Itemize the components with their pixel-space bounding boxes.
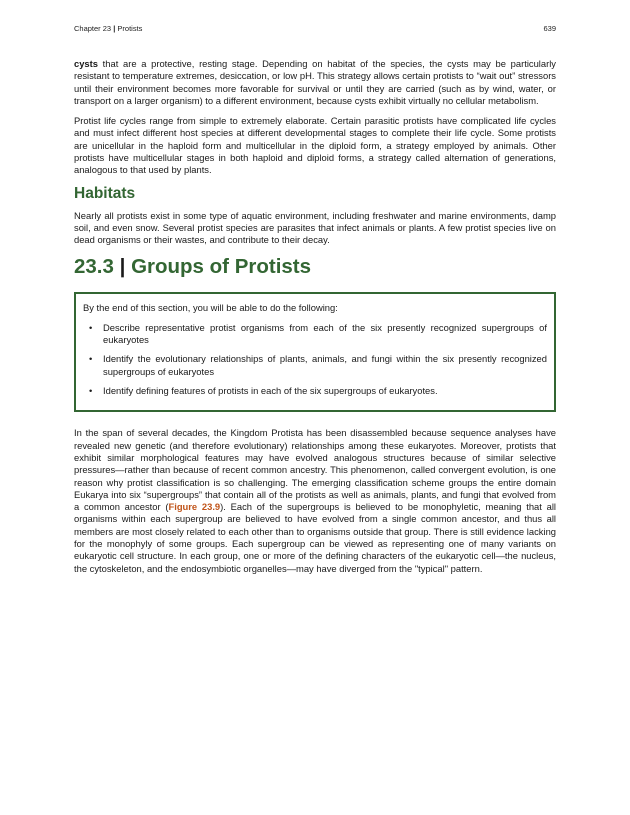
groups-text-after: ). Each of the supergroups is believed to be monophyletic, meaning that all organisms within each supergroup are believed to have evolved from a single common ancestor, and thus all members are most closely related to each other than to organisms outside that group. There is still evidence lacking for the monophyly of some groups. Each supergroup can be viewed as representing one of many variants on eukaryotic cell structure. In each group, one or more of the defining characters of the eukaryotic cell—the nucleus, the cytoskeleton, and the endosymbiotic organelles—may have diverged from the "typical" pattern. [74, 501, 556, 574]
running-head [74, 24, 142, 33]
section-separator: | [119, 254, 126, 278]
groups-paragraph [74, 427, 556, 575]
objectives-intro: By the end of this section, you will be able to do the following: [83, 301, 338, 313]
lifecycle-paragraph: Protist life cycles range from simple to extremely elaborate. Certain parasitic protists have complicated life cycles and must infect different host species at different developmental stages to complete their life cycle. Some protists are unicellular in the haploid form and multicellular in the diploid form, a strategy employed by animals. Other protists have multicellular stages in both haploid and diploid forms, a strategy called alternation of generations, analogous to that used by plants. [74, 115, 556, 176]
objective-item: • Identify defining features of protists in each of the six supergroups of eukaryotes. [83, 385, 547, 397]
chapter-name: Protists [117, 24, 143, 33]
objectives-list [83, 322, 547, 397]
objective-item: • Describe representative protist organisms from each of the six presently recognized supergroups of eukaryotes [83, 322, 547, 347]
figure-link[interactable]: Figure 23.9 [168, 501, 221, 513]
section-title [74, 255, 556, 279]
section-number: 23.3 [74, 254, 114, 278]
cysts-term: cysts [74, 58, 98, 69]
habitats-heading: Habitats [74, 184, 136, 202]
page-number: 639 [543, 24, 556, 33]
section-title-text: Groups of Protists [131, 254, 312, 278]
chapter-label: Chapter 23 [74, 24, 112, 33]
learning-objectives-box [74, 292, 556, 413]
page-header [74, 24, 556, 33]
cysts-text: that are a protective, resting stage. Depending on habitat of the species, the cysts may be particularly resistant to temperature extremes, desiccation, or low pH. This strategy allows certain protists to “wait out” stressors until their environment becomes more favorable for survival or until they are carried (such as by wind, water, or transport on a larger organism) to a different environment, because cysts exhibit virtually no cellular metabolism. [74, 58, 556, 106]
habitats-paragraph: Nearly all protists exist in some type of aquatic environment, including freshwater and marine environments, damp soil, and even snow. Several protist species are parasites that infect animals or plants. A few protist species live on dead organisms or their wastes, and contribute to their decay. [74, 209, 556, 246]
groups-text-before: In the span of several decades, the Kingdom Protista has been disassembled because sequence analyses have revealed new genetic (and therefore evolutionary) relationships among these eukaryotes. Moreover, protists that exhibit similar morphological features may have evolved analogous structures because of similar selective pressures—rather than because of recent common ancestry. This phenomenon, called convergent evolution, is one reason why protist classification is so challenging. The emerging classification scheme groups the entire domain Eukarya into six “supergroups” that contain all of the protists as well as animals, plants, and fungi that evolved from a common ancestor ( [74, 427, 556, 513]
cysts-paragraph [74, 58, 556, 107]
header-separator: | [113, 24, 116, 33]
objective-item: • Identify the evolutionary relationships of plants, animals, and fungi within the six presently recognized supergroups of eukaryotes [83, 353, 547, 378]
page-content [74, 58, 556, 583]
